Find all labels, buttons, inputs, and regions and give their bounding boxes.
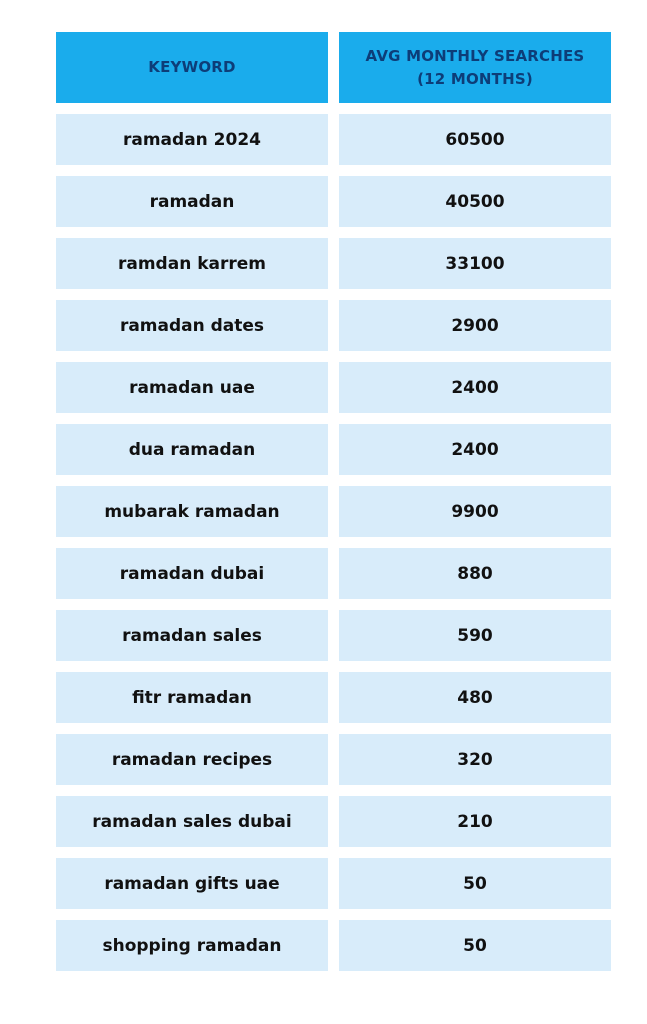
keyword-cell: ramadan dates bbox=[56, 300, 328, 351]
table-row bbox=[56, 300, 611, 351]
searches-cell: 40500 bbox=[339, 176, 611, 227]
keyword-cell: dua ramadan bbox=[56, 424, 328, 475]
table-row bbox=[56, 920, 611, 971]
keyword-cell: ramadan 2024 bbox=[56, 114, 328, 165]
table-row bbox=[56, 672, 611, 723]
keyword-cell: ramadan uae bbox=[56, 362, 328, 413]
header-avg-monthly-searches bbox=[339, 32, 611, 103]
table-row bbox=[56, 610, 611, 661]
table-row bbox=[56, 486, 611, 537]
searches-cell: 50 bbox=[339, 920, 611, 971]
header-keyword bbox=[56, 32, 328, 103]
table-row bbox=[56, 362, 611, 413]
searches-cell: 60500 bbox=[339, 114, 611, 165]
table-row bbox=[56, 796, 611, 847]
keyword-cell: ramadan dubai bbox=[56, 548, 328, 599]
searches-cell: 320 bbox=[339, 734, 611, 785]
keyword-cell: ramadan sales dubai bbox=[56, 796, 328, 847]
keyword-cell: mubarak ramadan bbox=[56, 486, 328, 537]
table-row bbox=[56, 548, 611, 599]
searches-cell: 480 bbox=[339, 672, 611, 723]
searches-cell: 590 bbox=[339, 610, 611, 661]
keyword-cell: shopping ramadan bbox=[56, 920, 328, 971]
searches-cell: 9900 bbox=[339, 486, 611, 537]
table-row bbox=[56, 238, 611, 289]
table-row bbox=[56, 858, 611, 909]
searches-cell: 880 bbox=[339, 548, 611, 599]
header-keyword-label: KEYWORD bbox=[148, 58, 236, 76]
table-row bbox=[56, 734, 611, 785]
table-row bbox=[56, 424, 611, 475]
keyword-cell: ramadan recipes bbox=[56, 734, 328, 785]
keyword-cell: ramadan bbox=[56, 176, 328, 227]
keyword-cell: ramdan karrem bbox=[56, 238, 328, 289]
table-body bbox=[56, 114, 611, 971]
header-searches-period: (12 MONTHS) bbox=[417, 69, 533, 88]
keyword-cell: ramadan sales bbox=[56, 610, 328, 661]
table-row bbox=[56, 114, 611, 165]
table-row bbox=[56, 176, 611, 227]
keyword-cell: fitr ramadan bbox=[56, 672, 328, 723]
searches-cell: 2400 bbox=[339, 424, 611, 475]
keyword-table bbox=[56, 32, 611, 971]
keyword-cell: ramadan gifts uae bbox=[56, 858, 328, 909]
searches-cell: 33100 bbox=[339, 238, 611, 289]
searches-cell: 50 bbox=[339, 858, 611, 909]
searches-cell: 210 bbox=[339, 796, 611, 847]
searches-cell: 2400 bbox=[339, 362, 611, 413]
searches-cell: 2900 bbox=[339, 300, 611, 351]
header-searches-label: AVG MONTHLY SEARCHES bbox=[365, 46, 585, 65]
